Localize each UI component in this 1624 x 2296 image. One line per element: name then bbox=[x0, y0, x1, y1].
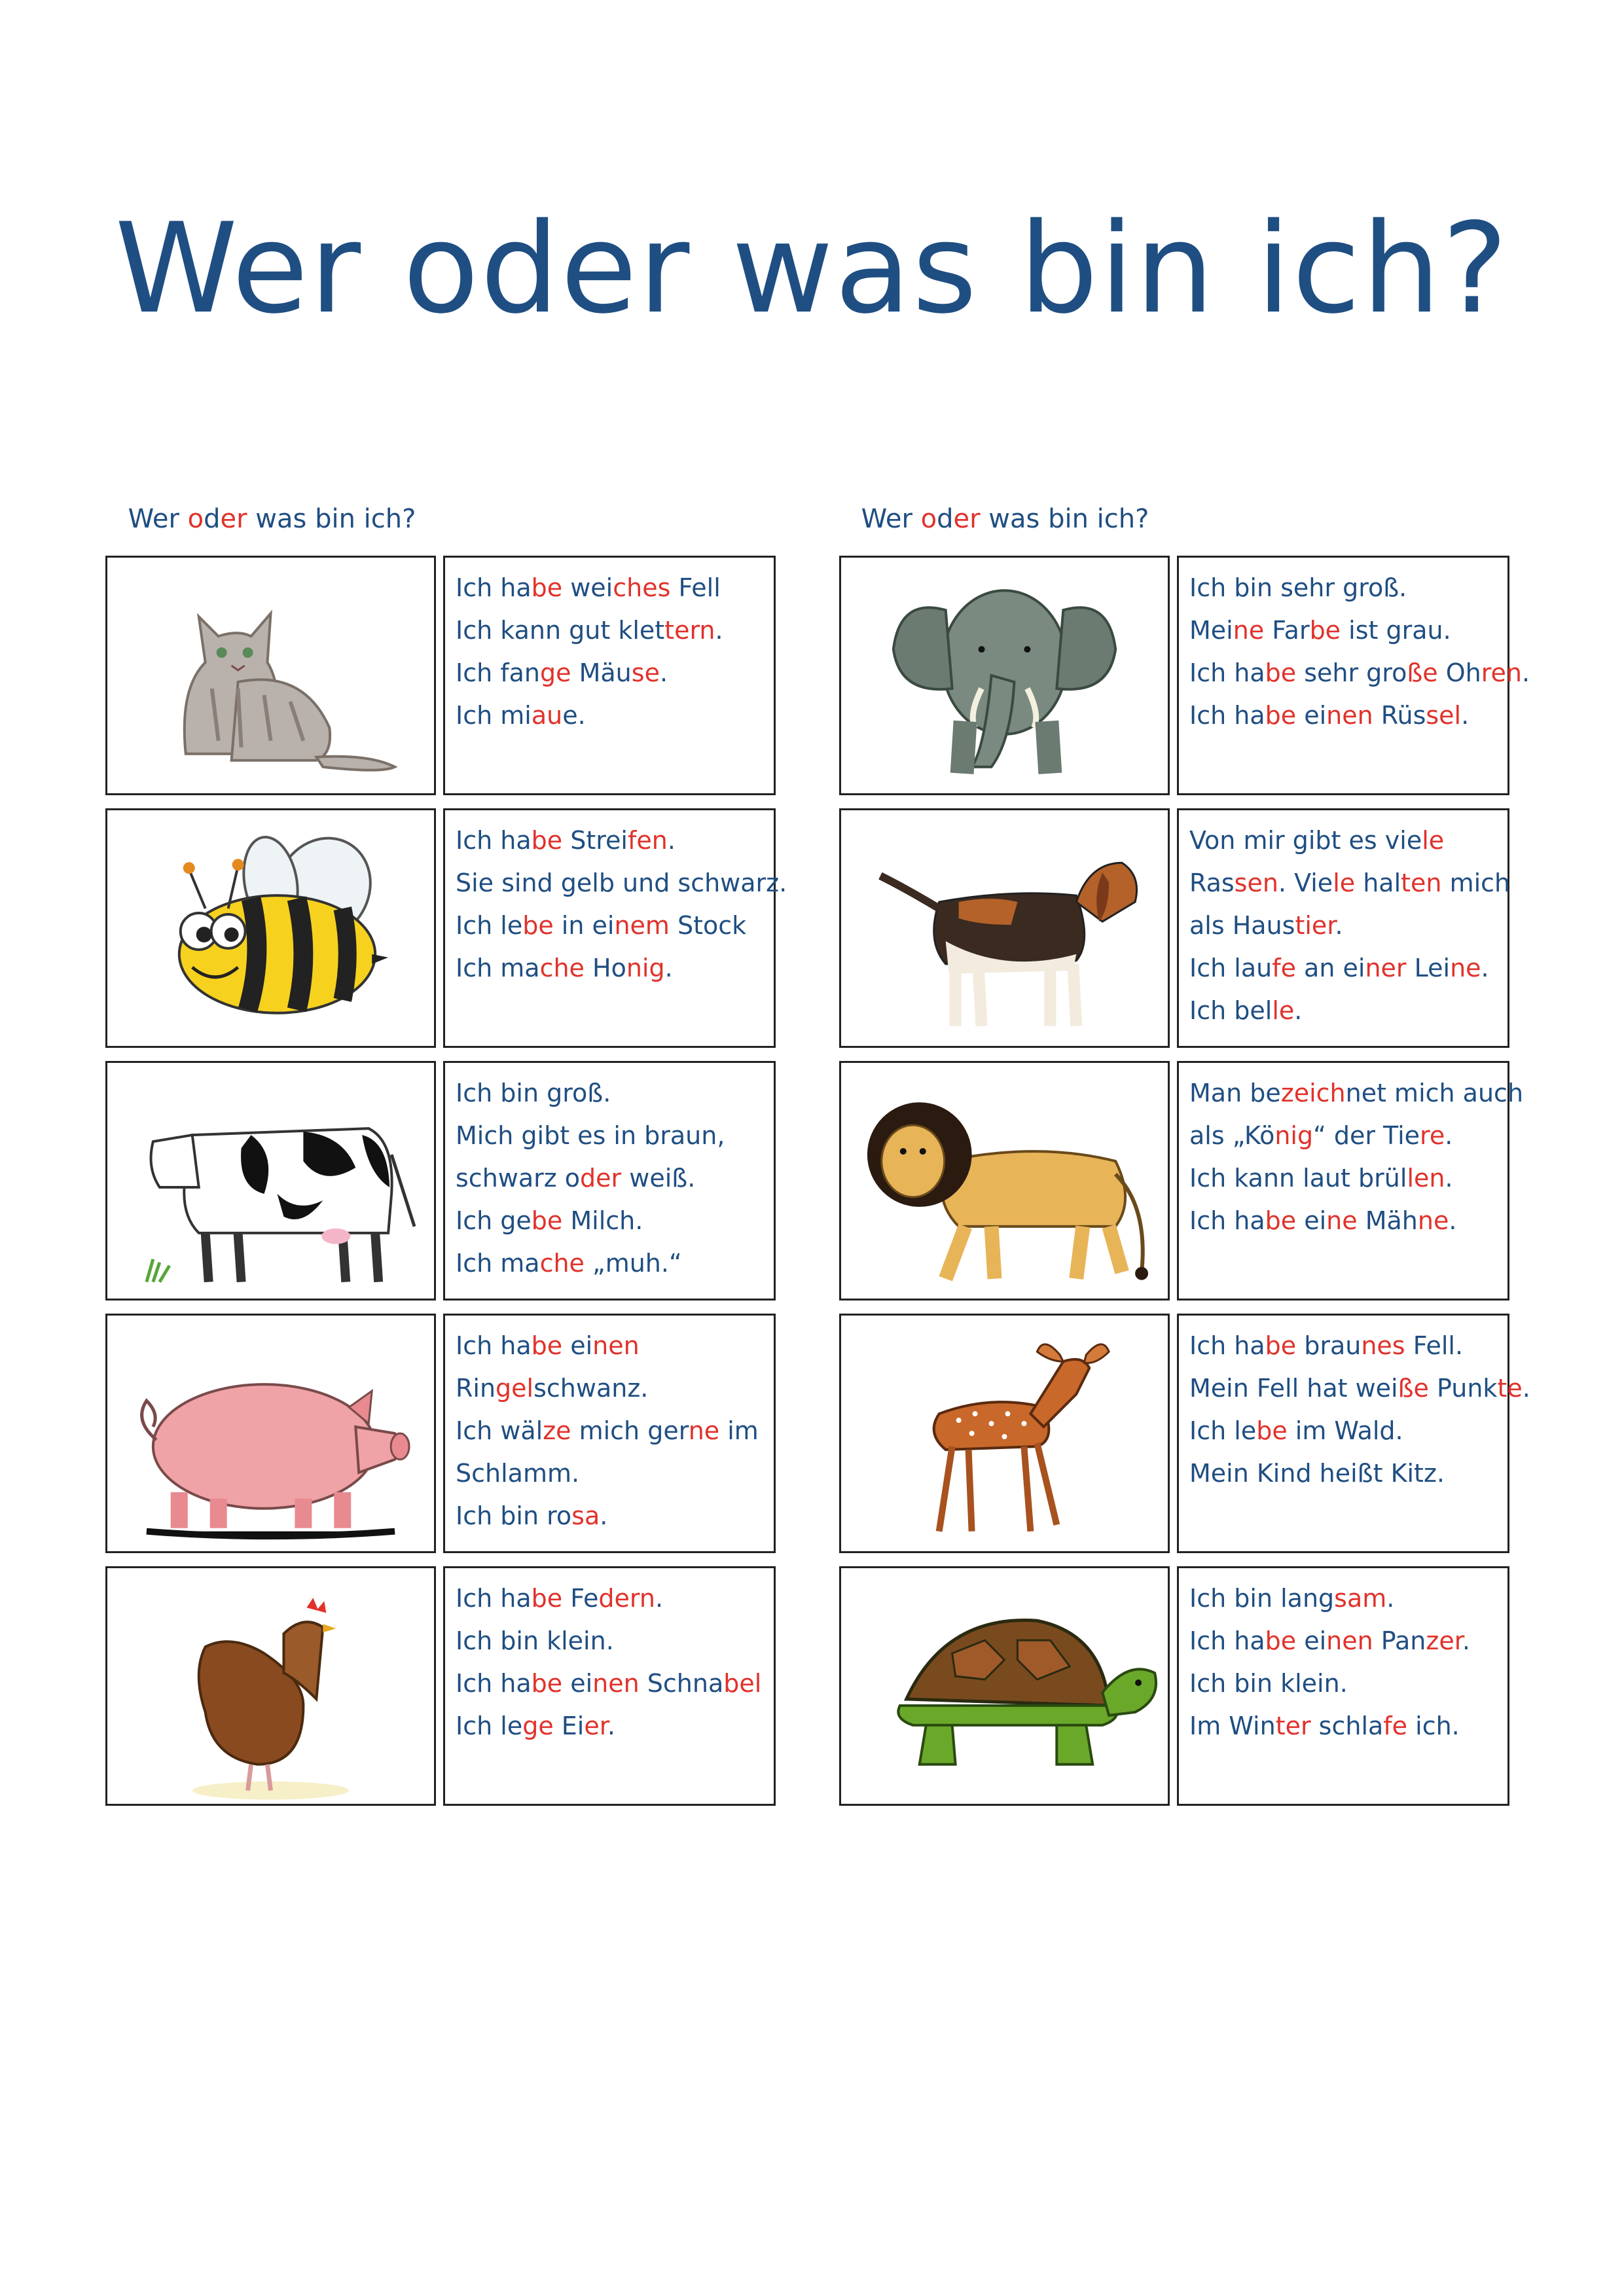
syllable-blue: schla bbox=[1310, 1712, 1384, 1740]
page-title: Wer oder was bin ich? bbox=[115, 196, 1509, 341]
syllable-blue: . bbox=[1522, 658, 1530, 687]
riddle-line bbox=[1189, 567, 1498, 609]
syllable-red: be bbox=[1265, 658, 1297, 687]
syllable-red: ne bbox=[688, 1416, 720, 1445]
riddle-line bbox=[1189, 1577, 1498, 1620]
syllable-blue: . bbox=[667, 826, 676, 855]
syllable-red: ge bbox=[522, 1712, 554, 1740]
syllable-blue: in ei bbox=[553, 911, 615, 940]
syllable-red: sam bbox=[1334, 1584, 1387, 1613]
syllable-blue: Ras bbox=[1189, 869, 1235, 897]
riddle-line bbox=[1189, 947, 1498, 990]
syllable-blue: ei bbox=[1296, 1206, 1327, 1235]
riddle-line bbox=[456, 905, 765, 947]
syllable-blue: Far bbox=[1264, 616, 1310, 645]
syllable-blue: Oh bbox=[1437, 658, 1481, 687]
syllable-red: be bbox=[531, 1669, 563, 1698]
riddle-text-box bbox=[1177, 1061, 1524, 1300]
syllable-blue: net mich auch bbox=[1345, 1079, 1524, 1107]
syllable-red: nen bbox=[1326, 1626, 1373, 1655]
syllable-blue: brau bbox=[1296, 1331, 1362, 1360]
syllable-blue: “ der Tie bbox=[1313, 1121, 1420, 1150]
riddle-text-box bbox=[1177, 556, 1530, 795]
riddle-line bbox=[456, 609, 765, 652]
syllable-red: zeich bbox=[1280, 1079, 1346, 1107]
syllable-blue: Ich ha bbox=[456, 573, 532, 602]
syllable-blue: im Wald. bbox=[1287, 1416, 1403, 1445]
syllable-blue: Pan bbox=[1373, 1626, 1426, 1655]
riddle-line bbox=[456, 694, 765, 737]
syllable-blue: Punk bbox=[1428, 1374, 1498, 1403]
syllable-red: sel bbox=[1426, 701, 1462, 730]
syllable-blue: mich ger bbox=[571, 1416, 689, 1445]
riddle-card bbox=[839, 1314, 1530, 1556]
syllable-red: ten bbox=[1401, 869, 1442, 897]
syllable-red: be bbox=[1309, 616, 1341, 645]
syllable-blue: . bbox=[659, 658, 668, 687]
syllable-blue: Wer bbox=[861, 504, 921, 534]
riddle-line bbox=[1189, 1662, 1498, 1705]
elephant-icon bbox=[839, 556, 1170, 795]
syllable-blue: Rin bbox=[456, 1374, 496, 1403]
riddle-card bbox=[105, 556, 776, 798]
syllable-blue: Mei bbox=[1189, 616, 1233, 645]
syllable-blue: . bbox=[600, 1501, 608, 1530]
riddle-line bbox=[456, 1242, 765, 1285]
syllable-red: ren bbox=[1481, 658, 1523, 687]
riddle-line bbox=[456, 652, 765, 694]
syllable-red: ße bbox=[1407, 658, 1438, 687]
syllable-red: dern bbox=[598, 1584, 655, 1613]
riddle-line bbox=[1189, 819, 1498, 862]
syllable-blue: Ich bel bbox=[1189, 996, 1272, 1025]
riddle-line bbox=[456, 1620, 765, 1662]
syllable-blue: Ich ha bbox=[1189, 701, 1265, 730]
syllable-blue: an ei bbox=[1295, 954, 1365, 982]
dog-icon bbox=[839, 808, 1170, 1048]
syllable-blue: mich bbox=[1441, 869, 1511, 897]
syllable-red: nen bbox=[592, 1669, 640, 1698]
syllable-red: le bbox=[1333, 869, 1356, 897]
syllable-red: nig bbox=[626, 954, 665, 982]
syllable-red: se bbox=[631, 658, 660, 687]
riddle-line bbox=[456, 1577, 765, 1620]
riddle-card bbox=[105, 1314, 776, 1556]
syllable-blue: Ich ge bbox=[456, 1206, 532, 1235]
syllable-red: nes bbox=[1361, 1331, 1405, 1360]
syllable-red: ne bbox=[1326, 1206, 1358, 1235]
riddle-card bbox=[105, 1061, 776, 1303]
card-column-left bbox=[105, 556, 787, 1819]
riddle-line bbox=[456, 1325, 765, 1367]
syllable-blue: . bbox=[664, 954, 673, 982]
lion-icon bbox=[839, 1061, 1170, 1300]
syllable-blue: Ich ha bbox=[1189, 1331, 1265, 1360]
syllable-red: er bbox=[584, 1712, 607, 1740]
riddle-line bbox=[456, 567, 765, 609]
column-heading-right bbox=[840, 504, 1170, 534]
riddle-line bbox=[456, 1367, 765, 1410]
syllable-blue: was bin ich? bbox=[980, 504, 1149, 534]
syllable-red: be bbox=[1265, 701, 1297, 730]
syllable-red: be bbox=[531, 1584, 563, 1613]
riddle-text-box bbox=[1177, 808, 1509, 1048]
syllable-red: zer bbox=[1426, 1626, 1462, 1655]
syllable-blue: . bbox=[1386, 1584, 1395, 1613]
riddle-line bbox=[1189, 1410, 1498, 1452]
syllable-red: tern bbox=[664, 616, 715, 645]
riddle-line bbox=[456, 1705, 765, 1748]
bee-icon bbox=[105, 808, 436, 1048]
cat-icon bbox=[105, 556, 436, 795]
syllable-red: fen bbox=[627, 826, 668, 855]
syllable-blue: . bbox=[655, 1584, 664, 1613]
syllable-blue: Fell bbox=[670, 573, 721, 602]
syllable-blue: Ich bin groß. bbox=[456, 1079, 611, 1107]
syllable-blue: Mäh bbox=[1357, 1206, 1418, 1235]
syllable-red: der bbox=[580, 1164, 622, 1193]
syllable-blue: Strei bbox=[562, 826, 628, 855]
syllable-blue: sehr gro bbox=[1296, 658, 1407, 687]
syllable-red: che bbox=[539, 954, 585, 982]
syllable-red: ge bbox=[540, 658, 571, 687]
syllable-red: ne bbox=[1233, 616, 1265, 645]
syllable-red: er bbox=[220, 504, 247, 534]
riddle-line bbox=[456, 1200, 765, 1242]
syllable-red: tier bbox=[1295, 911, 1335, 940]
syllable-blue: . bbox=[1481, 954, 1489, 982]
syllable-blue: Man be bbox=[1189, 1079, 1281, 1107]
syllable-blue: . bbox=[1294, 996, 1303, 1025]
syllable-blue: Ich bin klein. bbox=[456, 1626, 614, 1655]
syllable-red: be bbox=[522, 911, 554, 940]
syllable-blue: . bbox=[1445, 1121, 1453, 1150]
syllable-red: ne bbox=[1450, 954, 1481, 982]
syllable-blue: Ich le bbox=[456, 1712, 523, 1740]
syllable-blue: ei bbox=[1296, 701, 1327, 730]
riddle-card bbox=[839, 808, 1509, 1050]
riddle-line bbox=[1189, 1620, 1498, 1662]
syllable-blue: Ich wäl bbox=[456, 1416, 543, 1445]
syllable-blue: Mein Kind heißt Kitz. bbox=[1189, 1459, 1445, 1488]
riddle-text-box bbox=[1177, 1566, 1509, 1806]
syllable-blue: ei bbox=[562, 1331, 593, 1360]
cow-icon bbox=[105, 1061, 436, 1300]
syllable-blue: Mich gibt es in braun, bbox=[456, 1121, 725, 1150]
riddle-text-box bbox=[443, 808, 787, 1048]
syllable-blue: weiß. bbox=[621, 1164, 696, 1193]
syllable-red: be bbox=[531, 826, 563, 855]
syllable-red: ches bbox=[613, 573, 671, 602]
syllable-blue: . bbox=[1335, 911, 1343, 940]
syllable-blue: Ich bin ro bbox=[456, 1501, 572, 1530]
syllable-blue: Schna bbox=[639, 1669, 724, 1698]
riddle-line bbox=[456, 947, 765, 990]
syllable-blue: Ich lau bbox=[1189, 954, 1272, 982]
riddle-line bbox=[1189, 1705, 1498, 1748]
syllable-blue: Lei bbox=[1406, 954, 1451, 982]
riddle-line bbox=[456, 862, 787, 905]
syllable-blue: Ich fan bbox=[456, 658, 541, 687]
syllable-blue: Ich bin sehr groß. bbox=[1189, 573, 1407, 602]
syllable-blue: Ei bbox=[553, 1712, 585, 1740]
syllable-blue: im bbox=[719, 1416, 759, 1445]
syllable-blue: Ich ma bbox=[456, 1249, 540, 1278]
syllable-blue: Wer bbox=[128, 504, 188, 534]
syllable-red: ne bbox=[1417, 1206, 1449, 1235]
syllable-red: le bbox=[1422, 826, 1445, 855]
syllable-blue: . Vie bbox=[1278, 869, 1333, 897]
riddle-line bbox=[456, 1410, 765, 1452]
syllable-blue: Sie sind gelb und schwarz. bbox=[456, 869, 787, 897]
syllable-blue: Mäu bbox=[571, 658, 632, 687]
syllable-blue: hal bbox=[1355, 869, 1401, 897]
riddle-line bbox=[1189, 1115, 1498, 1157]
riddle-card bbox=[105, 808, 787, 1050]
syllable-blue: Ich ha bbox=[1189, 658, 1265, 687]
syllable-red: che bbox=[539, 1249, 585, 1278]
syllable-red: ter bbox=[1275, 1712, 1311, 1740]
syllable-blue: Milch. bbox=[562, 1206, 643, 1235]
syllable-red: re bbox=[1420, 1121, 1445, 1150]
syllable-red: er bbox=[953, 504, 981, 534]
syllable-blue: als „Kö bbox=[1189, 1121, 1275, 1150]
syllable-blue: Fe bbox=[562, 1584, 599, 1613]
riddle-text-box bbox=[443, 556, 776, 795]
riddle-line bbox=[456, 1662, 765, 1705]
syllable-blue: ist grau. bbox=[1341, 616, 1451, 645]
syllable-blue: Ich le bbox=[456, 911, 523, 940]
syllable-blue: Ich bin lang bbox=[1189, 1584, 1335, 1613]
riddle-card bbox=[839, 556, 1530, 798]
riddle-line bbox=[1189, 1072, 1524, 1115]
syllable-red: nen bbox=[1326, 701, 1373, 730]
riddle-line bbox=[1189, 1200, 1498, 1242]
syllable-red: fe bbox=[1383, 1712, 1408, 1740]
riddle-line bbox=[456, 1495, 765, 1537]
syllable-blue: . bbox=[1462, 1626, 1470, 1655]
syllable-blue: Mein Fell hat wei bbox=[1189, 1374, 1398, 1403]
syllable-blue: Ich ma bbox=[456, 954, 540, 982]
syllable-blue: d bbox=[937, 504, 954, 534]
riddle-line bbox=[456, 1157, 765, 1200]
turtle-icon bbox=[839, 1566, 1170, 1806]
syllable-blue: Ich ha bbox=[456, 1331, 532, 1360]
riddle-line bbox=[1189, 694, 1498, 737]
syllable-blue: Ich kann gut klet bbox=[456, 616, 665, 645]
syllable-red: au bbox=[531, 701, 563, 730]
syllable-blue: . bbox=[1522, 1374, 1530, 1403]
column-heading-left bbox=[107, 504, 437, 534]
syllable-red: be bbox=[531, 1331, 563, 1360]
syllable-blue: . bbox=[1461, 701, 1470, 730]
syllable-red: fe bbox=[1272, 954, 1296, 982]
pig-icon bbox=[105, 1314, 436, 1553]
syllable-blue: Schlamm. bbox=[456, 1459, 580, 1488]
riddle-text-box bbox=[443, 1061, 776, 1300]
riddle-line bbox=[1189, 1325, 1498, 1367]
riddle-line bbox=[456, 1115, 765, 1157]
syllable-blue: Ich ha bbox=[456, 826, 532, 855]
syllable-red: be bbox=[1265, 1331, 1297, 1360]
syllable-blue: Ich ha bbox=[456, 1669, 532, 1698]
syllable-blue: . bbox=[607, 1712, 615, 1740]
syllable-red: len bbox=[1407, 1164, 1445, 1193]
syllable-red: nem bbox=[614, 911, 670, 940]
syllable-blue: Ich le bbox=[1189, 1416, 1257, 1445]
riddle-line bbox=[1189, 609, 1498, 652]
syllable-blue: ich. bbox=[1407, 1712, 1460, 1740]
syllable-blue: ei bbox=[562, 1669, 593, 1698]
riddle-text-box bbox=[443, 1314, 776, 1553]
hen-icon bbox=[105, 1566, 436, 1806]
riddle-line bbox=[1189, 652, 1530, 694]
riddle-card bbox=[839, 1566, 1509, 1808]
syllable-blue: Stock bbox=[669, 911, 747, 940]
riddle-line bbox=[1189, 905, 1498, 947]
syllable-red: sen bbox=[1234, 869, 1278, 897]
syllable-blue: Ich mi bbox=[456, 701, 532, 730]
deer-icon bbox=[839, 1314, 1170, 1553]
syllable-red: sa bbox=[571, 1501, 600, 1530]
syllable-blue: Ich bin klein. bbox=[1189, 1669, 1348, 1698]
syllable-blue: „muh.“ bbox=[584, 1249, 682, 1278]
syllable-red: be bbox=[1265, 1206, 1297, 1235]
syllable-red: nig bbox=[1274, 1121, 1314, 1150]
riddle-line bbox=[1189, 1157, 1498, 1200]
syllable-red: be bbox=[1265, 1626, 1297, 1655]
syllable-blue: als Haus bbox=[1189, 911, 1295, 940]
syllable-red: nen bbox=[592, 1331, 640, 1360]
syllable-red: ner bbox=[1365, 954, 1407, 982]
syllable-blue: . bbox=[715, 616, 723, 645]
riddle-card bbox=[839, 1061, 1524, 1303]
syllable-red: o bbox=[187, 504, 204, 534]
riddle-line bbox=[1189, 1452, 1498, 1495]
syllable-blue: ei bbox=[1296, 1626, 1327, 1655]
syllable-red: be bbox=[531, 1206, 563, 1235]
syllable-red: te bbox=[1497, 1374, 1523, 1403]
riddle-line bbox=[1189, 1367, 1530, 1410]
riddle-line bbox=[1189, 990, 1498, 1032]
syllable-blue: Ho bbox=[584, 954, 626, 982]
syllable-blue: e. bbox=[562, 701, 586, 730]
card-column-right bbox=[839, 556, 1530, 1819]
syllable-blue: Ich kann laut brül bbox=[1189, 1164, 1407, 1193]
syllable-blue: Von mir gibt es vie bbox=[1189, 826, 1422, 855]
syllable-blue: Im Win bbox=[1189, 1712, 1276, 1740]
syllable-blue: Ich ha bbox=[456, 1584, 532, 1613]
riddle-text-box bbox=[1177, 1314, 1530, 1553]
syllable-red: be bbox=[1256, 1416, 1288, 1445]
riddle-line bbox=[1189, 862, 1511, 905]
syllable-blue: wei bbox=[562, 573, 613, 602]
syllable-blue: . bbox=[1445, 1164, 1453, 1193]
riddle-line bbox=[456, 1452, 765, 1495]
syllable-blue: Rüs bbox=[1373, 701, 1426, 730]
syllable-blue: was bin ich? bbox=[247, 504, 416, 534]
syllable-red: ße bbox=[1398, 1374, 1429, 1403]
syllable-red: gel bbox=[496, 1374, 534, 1403]
riddle-line bbox=[456, 1072, 765, 1115]
syllable-red: ze bbox=[543, 1416, 571, 1445]
syllable-red: o bbox=[920, 504, 937, 534]
syllable-blue: d bbox=[204, 504, 221, 534]
syllable-red: le bbox=[1272, 996, 1295, 1025]
syllable-red: bel bbox=[723, 1669, 762, 1698]
riddle-line bbox=[456, 819, 765, 862]
syllable-blue: schwanz. bbox=[533, 1374, 649, 1403]
syllable-blue: Fell. bbox=[1405, 1331, 1464, 1360]
syllable-blue: Ich ha bbox=[1189, 1206, 1265, 1235]
syllable-blue: . bbox=[1449, 1206, 1457, 1235]
syllable-blue: schwarz o bbox=[456, 1164, 581, 1193]
riddle-card bbox=[105, 1566, 776, 1808]
riddle-text-box bbox=[443, 1566, 776, 1806]
syllable-blue: Ich ha bbox=[1189, 1626, 1265, 1655]
syllable-red: be bbox=[531, 573, 563, 602]
